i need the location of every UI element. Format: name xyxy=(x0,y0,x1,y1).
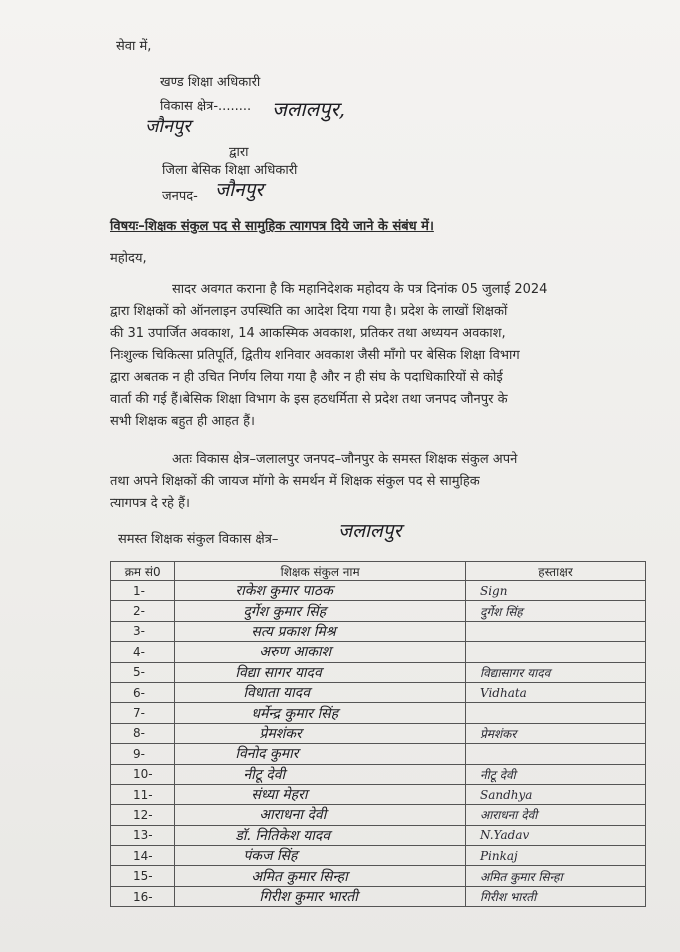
row-name: आराधना देवी xyxy=(175,805,466,825)
row-signature xyxy=(465,744,645,764)
table-row xyxy=(111,825,646,845)
para1-line: की 31 उपार्जित अवकाश, 14 आकस्मिक अवकाश, प्रतिकर तथा अध्ययन अवकाश, xyxy=(110,326,506,341)
row-name: नीटू देवी xyxy=(175,764,466,784)
para1-line: सभी शिक्षक बहुत ही आहत हैं। xyxy=(110,414,255,429)
officer-title-2: जिला बेसिक शिक्षा अधिकारी xyxy=(162,163,298,178)
table-row xyxy=(111,723,646,743)
row-number: 11- xyxy=(111,784,175,804)
table-row xyxy=(111,581,646,601)
subject-line: विषयः–शिक्षक संकुल पद से सामुहिक त्यागपत्र दिये जाने के संबंध में। xyxy=(110,219,434,234)
row-number: 5- xyxy=(111,662,175,682)
block-value-handwritten: जलालपुर, xyxy=(272,97,346,121)
district-label: जनपद- xyxy=(162,189,198,204)
row-name: संध्या मेहरा xyxy=(175,784,466,804)
para1-line: द्वारा शिक्षकों को ऑनलाइन उपस्थिति का आदेश दिया गया है। प्रदेश के लाखों शिक्षकों xyxy=(110,304,508,319)
row-signature: दुर्गेश सिंह xyxy=(465,601,645,621)
salutation-to: सेवा में, xyxy=(116,39,152,54)
district-handwritten-1: जौनपुर xyxy=(145,116,191,137)
para2-line: तथा अपने शिक्षकों की जायज मॉगो के समर्थन में शिक्षक संकुल पद से सामुहिक xyxy=(110,474,480,489)
para1-line: सादर अवगत कराना है कि महानिदेशक महोदय के पत्र दिनांक 05 जुलाई 2024 xyxy=(172,282,548,297)
row-number: 9- xyxy=(111,744,175,764)
row-name: धर्मेन्द्र कुमार सिंह xyxy=(175,703,466,723)
row-name: अमित कुमार सिन्हा xyxy=(175,866,466,886)
district-value-handwritten: जौनपुर xyxy=(215,179,264,201)
table-row xyxy=(111,703,646,723)
row-number: 14- xyxy=(111,846,175,866)
row-number: 16- xyxy=(111,886,175,906)
row-number: 15- xyxy=(111,866,175,886)
header-serial: क्रम सं0 xyxy=(111,562,175,581)
block-label: विकास क्षेत्र-........ xyxy=(160,99,252,114)
para1-line: निःशुल्क चिकित्सा प्रतिपूर्ति, द्वितीय शनिवार अवकाश जैसी माँगो पर बेसिक शिक्षा विभाग xyxy=(110,348,520,363)
para1-line: वार्ता की गई हैं।बेसिक शिक्षा विभाग के इस हठधर्मिता से प्रदेश तथा जनपद जौनपुर के xyxy=(110,392,508,407)
header-signature: हस्ताक्षर xyxy=(465,562,645,581)
row-signature: नीटू देवी xyxy=(465,764,645,784)
row-name: विधाता यादव xyxy=(175,682,466,702)
row-number: 8- xyxy=(111,723,175,743)
signatures-table xyxy=(110,561,646,907)
officer-title-1: खण्ड शिक्षा अधिकारी xyxy=(160,75,261,90)
row-number: 6- xyxy=(111,682,175,702)
row-name: विद्या सागर यादव xyxy=(175,662,466,682)
row-signature: Sign xyxy=(465,581,645,601)
row-name: अरुण आकाश xyxy=(175,642,466,662)
via-label: द्वारा xyxy=(229,145,249,160)
table-row xyxy=(111,886,646,906)
row-number: 4- xyxy=(111,642,175,662)
row-signature: विद्यासागर यादव xyxy=(465,662,645,682)
para2-line: त्यागपत्र दे रहे हैं। xyxy=(110,496,190,511)
row-name: राकेश कुमार पाठक xyxy=(175,581,466,601)
row-name: डॉ. नितिकेश यादव xyxy=(175,825,466,845)
row-signature xyxy=(465,703,645,723)
greeting: महोदय, xyxy=(110,251,147,266)
row-signature xyxy=(465,621,645,641)
row-signature: गिरीश भारती xyxy=(465,886,645,906)
table-row xyxy=(111,642,646,662)
table-row xyxy=(111,846,646,866)
row-signature: Vidhata xyxy=(465,682,645,702)
table-row xyxy=(111,601,646,621)
row-signature: प्रेमशंकर xyxy=(465,723,645,743)
row-number: 12- xyxy=(111,805,175,825)
row-number: 13- xyxy=(111,825,175,845)
table-header-row xyxy=(111,562,646,581)
table-row xyxy=(111,621,646,641)
row-signature: Pinkaj xyxy=(465,846,645,866)
table-row xyxy=(111,682,646,702)
row-number: 7- xyxy=(111,703,175,723)
closing-label: समस्त शिक्षक संकुल विकास क्षेत्र– xyxy=(118,532,279,547)
table-row xyxy=(111,764,646,784)
row-signature xyxy=(465,642,645,662)
row-name: विनोद कुमार xyxy=(175,744,466,764)
para1-line: द्वारा अबतक न ही उचित निर्णय लिया गया है और न ही संघ के पदाधिकारियों से कोई xyxy=(110,370,503,385)
row-name: गिरीश कुमार भारती xyxy=(175,886,466,906)
row-name: दुर्गेश कुमार सिंह xyxy=(175,601,466,621)
table-row xyxy=(111,744,646,764)
table-row xyxy=(111,662,646,682)
table-row xyxy=(111,805,646,825)
row-number: 2- xyxy=(111,601,175,621)
row-signature: Sandhya xyxy=(465,784,645,804)
row-signature: आराधना देवी xyxy=(465,805,645,825)
row-signature: अमित कुमार सिन्हा xyxy=(465,866,645,886)
row-name: प्रेमशंकर xyxy=(175,723,466,743)
row-name: पंकज सिंह xyxy=(175,846,466,866)
row-number: 3- xyxy=(111,621,175,641)
row-number: 1- xyxy=(111,581,175,601)
table-row xyxy=(111,866,646,886)
para2-line: अतः विकास क्षेत्र–जलालपुर जनपद–जौनपुर के समस्त शिक्षक संकुल अपने xyxy=(172,452,518,467)
row-name: सत्य प्रकाश मिश्र xyxy=(175,621,466,641)
header-name: शिक्षक संकुल नाम xyxy=(175,562,466,581)
closing-value-handwritten: जलालपुर xyxy=(338,520,402,542)
table-row xyxy=(111,784,646,804)
row-number: 10- xyxy=(111,764,175,784)
row-signature: N.Yadav xyxy=(465,825,645,845)
